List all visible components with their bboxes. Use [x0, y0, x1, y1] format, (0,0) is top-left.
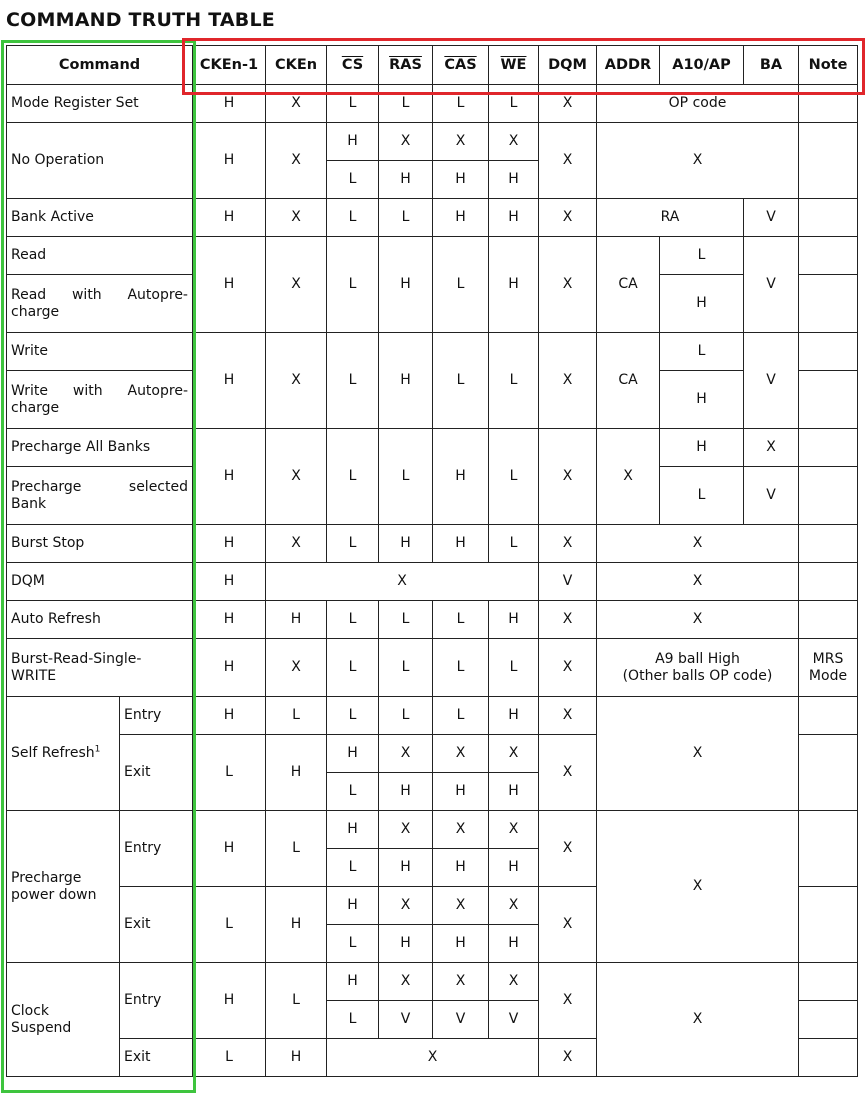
cell: H [379, 925, 433, 963]
header-we [489, 46, 539, 85]
cell: X [379, 963, 433, 1001]
cell: L [193, 887, 266, 963]
cell: L [433, 639, 489, 697]
cell: L [327, 1001, 379, 1039]
cell [799, 275, 858, 333]
table-row [7, 199, 858, 237]
cell: H [489, 697, 539, 735]
cell-line: Mode [808, 667, 848, 684]
cell-line: (Other balls OP code) [622, 667, 773, 684]
cell: L [379, 199, 433, 237]
cell-line: MRS [812, 650, 844, 667]
header-cs-label: $\overline{CS}$ [341, 56, 364, 73]
command-name [7, 467, 193, 525]
cell: X [597, 697, 799, 811]
cell: L [266, 963, 327, 1039]
cell: H [193, 525, 266, 563]
cell: H [660, 371, 744, 429]
cell: L [327, 697, 379, 735]
cell: OP code [597, 85, 799, 123]
table-row [7, 85, 858, 123]
cell: X [539, 639, 597, 697]
cell: L [489, 639, 539, 697]
cell: X [379, 811, 433, 849]
sub-command: Entry [120, 963, 193, 1039]
cell: H [489, 237, 539, 333]
cell: H [266, 887, 327, 963]
cell: H [193, 697, 266, 735]
cell [799, 199, 858, 237]
cell: H [433, 199, 489, 237]
cell: V [744, 199, 799, 237]
cell: V [379, 1001, 433, 1039]
cell [799, 237, 858, 275]
cell: X [379, 123, 433, 161]
cell: H [327, 963, 379, 1001]
cell: L [433, 697, 489, 735]
command-name-line: power down [11, 886, 97, 903]
table-row [7, 429, 858, 467]
command-name-line: Read with Autopre- [11, 286, 188, 303]
cell: L [327, 333, 379, 429]
command-name-line: Write with Autopre- [11, 382, 188, 399]
command-name: Precharge All Banks [7, 429, 193, 467]
cell [799, 887, 858, 963]
cell: V [539, 563, 597, 601]
cell: H [489, 601, 539, 639]
cell: H [266, 1039, 327, 1077]
cell: X [744, 429, 799, 467]
cell: H [327, 123, 379, 161]
cell: L [327, 639, 379, 697]
cell: L [489, 85, 539, 123]
cell [799, 1039, 858, 1077]
cell [799, 735, 858, 811]
cell: H [660, 429, 744, 467]
cell: RA [597, 199, 744, 237]
command-truth-table [6, 45, 858, 1077]
cell: H [379, 161, 433, 199]
cell [799, 1001, 858, 1039]
cell: H [193, 563, 266, 601]
cell: L [193, 735, 266, 811]
cell: V [744, 333, 799, 429]
cell [799, 467, 858, 525]
cell: V [744, 237, 799, 333]
command-name [7, 371, 193, 429]
cell: X [539, 697, 597, 735]
cell: X [597, 563, 799, 601]
cell: L [489, 525, 539, 563]
cell: L [327, 85, 379, 123]
table-row [7, 963, 858, 1001]
header-ras-label: $\overline{RAS}$ [389, 56, 422, 73]
cell: X [379, 735, 433, 773]
cell: L [379, 429, 433, 525]
command-name-line: Self Refresh [11, 745, 95, 761]
command-name [7, 811, 120, 963]
cell: X [489, 963, 539, 1001]
header-ba: BA [744, 46, 799, 85]
cell: X [539, 1039, 597, 1077]
cell [799, 601, 858, 639]
command-name [7, 275, 193, 333]
command-name-line: Bank [11, 495, 47, 512]
cell: L [327, 237, 379, 333]
sub-command: Entry [120, 697, 193, 735]
cell [597, 639, 799, 697]
cell: X [489, 811, 539, 849]
cell: H [379, 333, 433, 429]
cell: L [327, 161, 379, 199]
cell: H [379, 773, 433, 811]
cell: X [266, 429, 327, 525]
header-addr: ADDR [597, 46, 660, 85]
cell: H [489, 925, 539, 963]
cell: H [489, 849, 539, 887]
cell: H [433, 849, 489, 887]
header-row [7, 46, 858, 85]
footnote-marker: 1 [94, 744, 101, 755]
header-note: Note [799, 46, 858, 85]
cell: X [266, 199, 327, 237]
cell: L [193, 1039, 266, 1077]
cell: X [327, 1039, 539, 1077]
cell: H [266, 735, 327, 811]
cell: L [379, 697, 433, 735]
cell: X [539, 199, 597, 237]
header-cas [433, 46, 489, 85]
command-name [7, 963, 120, 1077]
cell: L [379, 601, 433, 639]
cell [799, 333, 858, 371]
cell [799, 697, 858, 735]
cell: H [327, 811, 379, 849]
cell [799, 123, 858, 199]
command-name-line: Burst-Read-Single- [11, 650, 142, 667]
cell: H [193, 123, 266, 199]
cell: X [597, 601, 799, 639]
cell: L [433, 85, 489, 123]
cell: X [489, 887, 539, 925]
cell: L [327, 601, 379, 639]
header-dqm: DQM [539, 46, 597, 85]
cell: H [193, 639, 266, 697]
cell: L [266, 811, 327, 887]
command-name: DQM [7, 563, 193, 601]
cell: L [489, 429, 539, 525]
command-name: Bank Active [7, 199, 193, 237]
cell: X [597, 811, 799, 963]
cell: L [433, 601, 489, 639]
cell: X [597, 525, 799, 563]
cell: L [433, 333, 489, 429]
cell: H [327, 735, 379, 773]
header-cke: CKEn [266, 46, 327, 85]
cell: X [266, 639, 327, 697]
cell: H [489, 773, 539, 811]
sub-command: Entry [120, 811, 193, 887]
header-a10: A10/AP [660, 46, 744, 85]
cell: X [266, 123, 327, 199]
command-name: No Operation [7, 123, 193, 199]
cell: H [433, 429, 489, 525]
cell: L [327, 429, 379, 525]
cell: X [433, 887, 489, 925]
cell: CA [597, 333, 660, 429]
cell: X [539, 237, 597, 333]
cell: X [489, 735, 539, 773]
cell [799, 371, 858, 429]
cell: X [433, 123, 489, 161]
cell: V [744, 467, 799, 525]
cell: X [539, 735, 597, 811]
cell [799, 563, 858, 601]
cell: X [539, 963, 597, 1039]
table-row [7, 563, 858, 601]
header-cs [327, 46, 379, 85]
table-row [7, 601, 858, 639]
cell-line: A9 ball High [655, 650, 740, 667]
cell: X [266, 525, 327, 563]
cell: X [433, 735, 489, 773]
cell [799, 811, 858, 887]
table-row [7, 123, 858, 161]
cell: H [193, 429, 266, 525]
cell: X [597, 123, 799, 199]
cell: X [539, 525, 597, 563]
cell: H [433, 773, 489, 811]
cell: L [266, 697, 327, 735]
cell [799, 963, 858, 1001]
cell [799, 429, 858, 467]
cell: H [433, 925, 489, 963]
cell: H [193, 85, 266, 123]
page-title: COMMAND TRUTH TABLE [6, 9, 275, 31]
cell: H [379, 525, 433, 563]
cell: L [379, 639, 433, 697]
cell: L [327, 773, 379, 811]
cell: H [193, 333, 266, 429]
cell: L [327, 525, 379, 563]
cell: L [433, 237, 489, 333]
cell: X [489, 123, 539, 161]
cell: X [266, 237, 327, 333]
cell: X [266, 85, 327, 123]
cell: X [539, 601, 597, 639]
cell: V [489, 1001, 539, 1039]
cell: L [660, 237, 744, 275]
cell: L [660, 333, 744, 371]
command-name-line: charge [11, 303, 60, 320]
cell: L [327, 849, 379, 887]
cell: X [433, 811, 489, 849]
cell [799, 85, 858, 123]
cell: H [660, 275, 744, 333]
cell: X [597, 963, 799, 1077]
header-we-label: $\overline{WE}$ [500, 56, 527, 73]
header-cas-label: $\overline{CAS}$ [444, 56, 477, 73]
command-name: Auto Refresh [7, 601, 193, 639]
table-row [7, 639, 858, 697]
header-ras [379, 46, 433, 85]
cell: X [266, 333, 327, 429]
sub-command: Exit [120, 887, 193, 963]
command-name-line: WRITE [11, 667, 57, 684]
cell: L [660, 467, 744, 525]
command-name: Read [7, 237, 193, 275]
command-name-line: Precharge selected [11, 478, 188, 495]
command-name-line: Clock [11, 1002, 50, 1019]
cell: H [193, 199, 266, 237]
command-name-line: Suspend [11, 1019, 72, 1036]
cell: L [327, 199, 379, 237]
cell: H [379, 849, 433, 887]
cell: X [539, 429, 597, 525]
table-row [7, 333, 858, 371]
cell: H [433, 525, 489, 563]
cell: V [433, 1001, 489, 1039]
cell: CA [597, 237, 660, 333]
table-row [7, 525, 858, 563]
table-row [7, 697, 858, 735]
cell: L [489, 333, 539, 429]
command-name: Burst Stop [7, 525, 193, 563]
cell: H [266, 601, 327, 639]
cell: X [539, 123, 597, 199]
cell: H [379, 237, 433, 333]
sub-command: Exit [120, 1039, 193, 1077]
command-name-line: charge [11, 399, 60, 416]
command-name: Write [7, 333, 193, 371]
cell: X [597, 429, 660, 525]
command-name [7, 697, 120, 811]
cell: X [433, 963, 489, 1001]
command-name: Mode Register Set [7, 85, 193, 123]
header-command: Command [7, 46, 193, 85]
cell: H [193, 601, 266, 639]
cell: L [379, 85, 433, 123]
cell: H [327, 887, 379, 925]
cell [799, 525, 858, 563]
cell: X [266, 563, 539, 601]
cell: H [193, 963, 266, 1039]
cell: H [433, 161, 489, 199]
cell: X [539, 85, 597, 123]
cell: H [489, 161, 539, 199]
cell: X [539, 887, 597, 963]
cell: L [327, 925, 379, 963]
cell: H [193, 811, 266, 887]
command-name [7, 639, 193, 697]
sub-command: Exit [120, 735, 193, 811]
command-name-line: Precharge [11, 869, 82, 886]
cell: X [539, 811, 597, 887]
table-row [7, 811, 858, 849]
table-row [7, 237, 858, 275]
header-cke-prev: CKEn-1 [193, 46, 266, 85]
cell: X [379, 887, 433, 925]
cell: H [193, 237, 266, 333]
cell: X [539, 333, 597, 429]
cell [799, 639, 858, 697]
cell: H [489, 199, 539, 237]
